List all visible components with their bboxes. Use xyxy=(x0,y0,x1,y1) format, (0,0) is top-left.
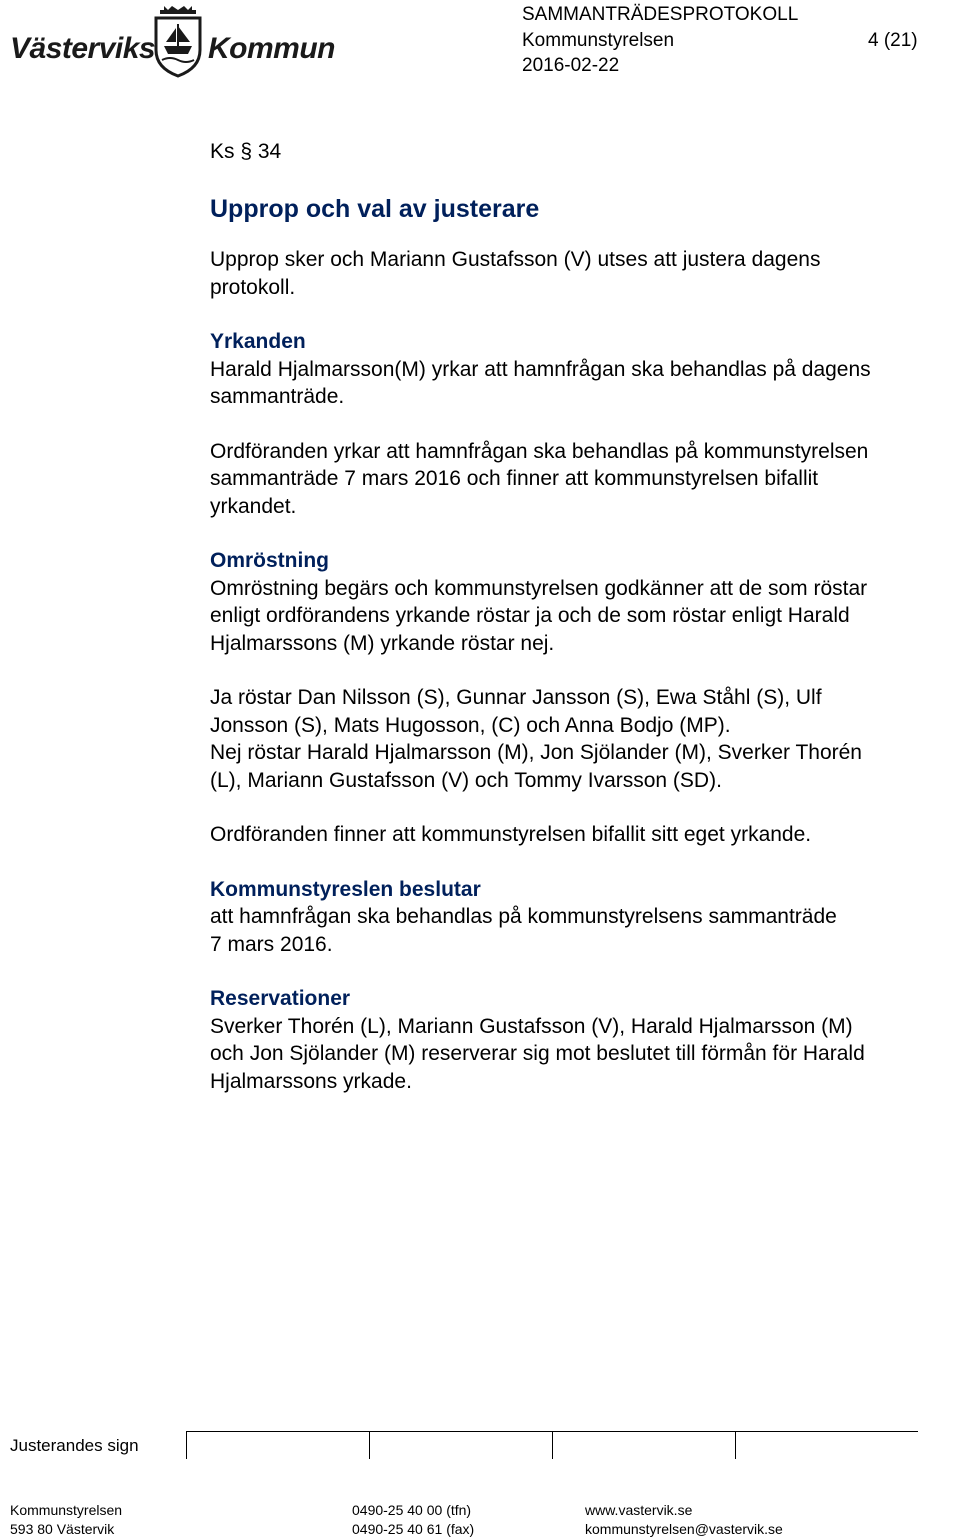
document-body xyxy=(210,138,950,1095)
footer-web-link[interactable]: www.vastervik.se xyxy=(585,1502,693,1518)
ja-votes-text: Ja röstar Dan Nilsson (S), Gunnar Jansson (S), Ewa Ståhl (S), Ulf Jonsson (S), Mats Hugosson, (C) och Anna Bodjo (MP). xyxy=(210,686,822,737)
page-number: 4 (21) xyxy=(868,30,918,51)
reservationer-heading: Reservationer xyxy=(210,987,351,1010)
footer-phone: 0490-25 40 00 (tfn) xyxy=(352,1502,472,1518)
logo-text-right: Kommun xyxy=(208,32,335,65)
yrkanden-heading: Yrkanden xyxy=(210,330,306,353)
footer-address: 593 80 Västervik xyxy=(10,1521,115,1537)
paragraph-reference: Ks § 34 xyxy=(210,140,282,163)
signature-divider xyxy=(186,1431,187,1459)
ordforanden-text: Ordföranden yrkar att hamnfrågan ska behandlas på kommunstyrelsen sammanträde 7 mars 2016 och finner att kommunstyrelsen bifallit yrkandet. xyxy=(210,439,869,518)
beslutar-text: att hamnfrågan ska behandlas på kommunstyrelsens sammanträde 7 mars 2016. xyxy=(210,905,837,956)
footer-email-link[interactable]: kommunstyrelsen@vastervik.se xyxy=(585,1521,783,1537)
municipality-logo xyxy=(10,6,335,76)
coat-of-arms-icon xyxy=(150,6,206,78)
intro-text: Upprop sker och Mariann Gustafsson (V) utses att justera dagens protokoll. xyxy=(210,248,821,299)
signature-divider xyxy=(735,1431,736,1459)
protocol-title: SAMMANTRÄDESPROTOKOLL xyxy=(522,4,799,25)
section-title: Upprop och val av justerare xyxy=(210,195,540,223)
omrostning-heading: Omröstning xyxy=(210,549,329,572)
footer-org-name: Kommunstyrelsen xyxy=(10,1502,123,1518)
omrostning-text: Omröstning begärs och kommunstyrelsen godkänner att de som röstar enligt ordförandens yrkande röstar ja och de som röstar enligt Harald Hjalmarssons (M) yrkande röstar nej. xyxy=(210,576,868,655)
header-date: 2016-02-22 xyxy=(522,55,620,76)
reservationer-text: Sverker Thorén (L), Mariann Gustafsson (V), Harald Hjalmarsson (M) och Jon Sjölander (M) reserverar sig mot beslutet till förmån för Harald Hjalmarssons yrkade. xyxy=(210,1014,865,1093)
logo-text-left: Västerviks xyxy=(10,32,156,65)
header-body-name: Kommunstyrelsen xyxy=(522,30,675,51)
yrkanden-text: Harald Hjalmarsson(M) yrkar att hamnfrågan ska behandlas på dagens sammanträde. xyxy=(210,357,871,408)
footer-fax: 0490-25 40 61 (fax) xyxy=(352,1521,475,1537)
result-text: Ordföranden finner att kommunstyrelsen bifallit sitt eget yrkande. xyxy=(210,823,812,846)
signature-label: Justerandes sign xyxy=(10,1436,139,1455)
signature-divider xyxy=(552,1431,553,1459)
signature-divider xyxy=(369,1431,370,1459)
beslutar-heading: Kommunstyreslen beslutar xyxy=(210,877,481,901)
nej-votes-text: Nej röstar Harald Hjalmarsson (M), Jon Sjölander (M), Sverker Thorén (L), Mariann Gustafsson (V) och Tommy Ivarsson (SD). xyxy=(210,741,862,792)
